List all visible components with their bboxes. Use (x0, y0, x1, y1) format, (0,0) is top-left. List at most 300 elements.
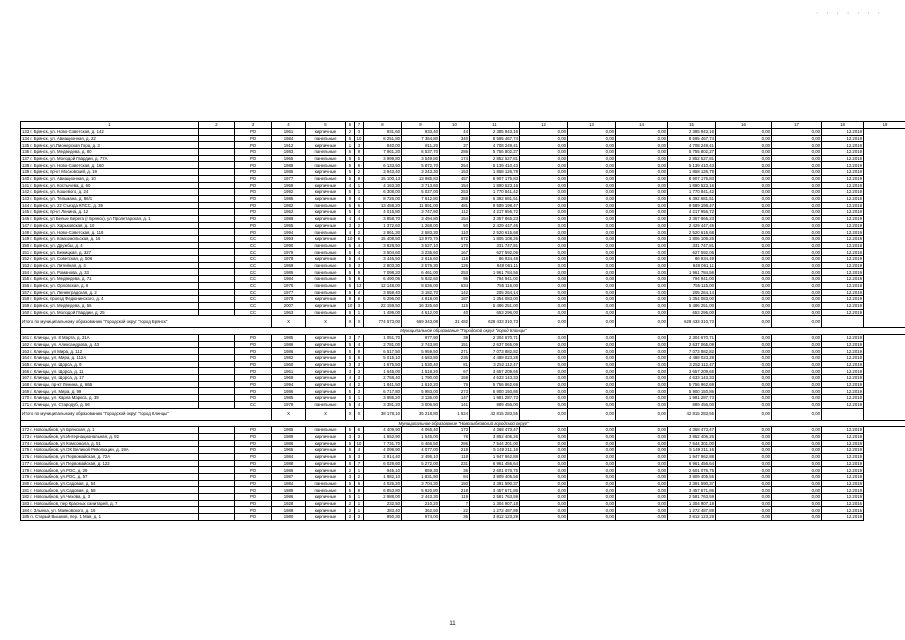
type-cell: РО (235, 368, 272, 375)
type-cell: РО (235, 182, 272, 189)
type-cell: РО (235, 388, 272, 395)
value-cell: 1 518,20 (402, 368, 440, 375)
empty-cell (199, 202, 235, 209)
value-cell: 0,00 (716, 447, 772, 454)
value-cell: 3 391 590,37 (668, 480, 716, 487)
value-cell: 0,00 (716, 388, 772, 395)
value-cell: 8 907 175,83 (668, 175, 716, 182)
floors-cell: 4 (346, 182, 355, 189)
entrances-cell: 7 (355, 460, 364, 467)
table-row (21, 401, 905, 408)
value-cell: 5 015,10 (364, 355, 402, 362)
value-cell: 794 941,00 (668, 276, 716, 283)
value-cell: 1 981 287,73 (668, 395, 716, 402)
value-cell: 0,00 (520, 507, 568, 514)
value-cell: 7 (440, 500, 470, 507)
value-cell: 0,00 (616, 289, 668, 296)
empty-cell (199, 195, 235, 202)
value-cell: 3 135,00 (402, 395, 440, 402)
value-cell: 362,50 (402, 507, 440, 514)
empty-cell (199, 135, 235, 142)
type-cell: СС (235, 256, 272, 263)
value-cell: 1 890 523,16 (668, 182, 716, 189)
value-cell: 12.2019 (822, 427, 864, 434)
value-cell: 3 381,20 (364, 401, 402, 408)
value-cell: 0,00 (568, 296, 616, 303)
floors-cell: 5 (346, 242, 355, 249)
value-cell: 1 268,00 (402, 222, 440, 229)
value-cell: 0,00 (520, 269, 568, 276)
table-row (21, 368, 905, 375)
table-row (21, 460, 905, 467)
value-cell: 22 159,50 (364, 302, 402, 309)
value-cell: 0,00 (616, 296, 668, 303)
table-row (21, 375, 905, 382)
value-cell: 2 988,00 (364, 494, 402, 501)
floors-cell: 5 (346, 480, 355, 487)
total-value: 0,00 (716, 408, 772, 420)
value-cell: 1 354 083,00 (470, 296, 520, 303)
type-cell: СС (235, 236, 272, 243)
value-cell: 0,00 (568, 355, 616, 362)
value-cell: 0,00 (716, 256, 772, 263)
value-cell: 12.2019 (822, 289, 864, 296)
value-cell: 159 (440, 375, 470, 382)
value-cell: 112 (440, 209, 470, 216)
floors-cell: 4 (346, 215, 355, 222)
floors-cell: 5 (346, 453, 355, 460)
value-cell: 5 820,80 (402, 487, 440, 494)
entrances-cell: 1 (355, 467, 364, 474)
table-row (21, 195, 905, 202)
value-cell: 7 073 882,82 (470, 348, 520, 355)
value-cell: 0,00 (772, 222, 822, 229)
type-cell: РО (235, 381, 272, 388)
material-cell: панельные (306, 276, 346, 283)
value-cell: 0,00 (772, 453, 822, 460)
value-cell: 2 852 527,81 (470, 155, 520, 162)
value-cell: 6 490,06 (364, 276, 402, 283)
value-cell: 40 (440, 309, 470, 316)
value-cell: 3 985,20 (364, 395, 402, 402)
value-cell: 187 (440, 296, 470, 303)
value-cell: 4 583,80 (402, 355, 440, 362)
value-cell: 126 (440, 262, 470, 269)
value-cell: 0,00 (716, 229, 772, 236)
table-body (21, 122, 905, 521)
value-cell: 0,00 (716, 334, 772, 341)
value-cell: 457 (440, 175, 470, 182)
value-cell: 173 (440, 427, 470, 434)
value-cell: 3 943,40 (364, 169, 402, 176)
value-cell: 0,00 (568, 269, 616, 276)
value-cell: 0,00 (716, 433, 772, 440)
value-cell: 36 (440, 467, 470, 474)
value-cell: 0,00 (520, 236, 568, 243)
empty-cell (199, 500, 235, 507)
total-value: 31 482 (440, 316, 470, 328)
empty-cell (199, 262, 235, 269)
value-cell: 0,00 (772, 276, 822, 283)
value-cell: 12.2019 (822, 395, 864, 402)
value-cell: 0,00 (716, 262, 772, 269)
floors-cell: 5 (346, 289, 355, 296)
type-cell: РО (235, 375, 272, 382)
value-cell: 0,00 (616, 269, 668, 276)
value-cell: 931,60 (364, 129, 402, 136)
type-cell: РО (235, 500, 272, 507)
value-cell: 0,00 (520, 289, 568, 296)
value-cell: 0,00 (568, 514, 616, 521)
value-cell: 2 429 447,45 (470, 222, 520, 229)
value-cell: 0,00 (520, 296, 568, 303)
value-cell: 2 601 076,75 (668, 467, 716, 474)
type-cell: РО (235, 129, 272, 136)
value-cell: 0,00 (568, 433, 616, 440)
table-row (21, 215, 905, 222)
value-cell: 0,00 (616, 149, 668, 156)
value-cell: 0,00 (616, 395, 668, 402)
address-cell: 162 г. Клинцы, ул. Александрова, д. 43 (21, 341, 199, 348)
value-cell: 2 304 670,71 (470, 334, 520, 341)
column-number: 18 (822, 122, 864, 129)
value-cell: 3 549,80 (402, 155, 440, 162)
column-number: 10 (440, 122, 470, 129)
value-cell: 2 852 527,81 (668, 155, 716, 162)
value-cell: 1 304 907,18 (668, 500, 716, 507)
address-cell: 160 г. Брянск, ул. Молодой Гвардии, д. 25 (21, 309, 199, 316)
value-cell: 0,00 (520, 355, 568, 362)
value-cell: 7 073 882,82 (668, 348, 716, 355)
value-cell: 271 (440, 348, 470, 355)
value-cell: 0,00 (568, 480, 616, 487)
value-cell: 3 182,70 (402, 289, 440, 296)
document-body (20, 121, 886, 521)
value-cell: 3 812 123,29 (668, 514, 716, 521)
type-cell: РО (235, 149, 272, 156)
table-row (21, 381, 905, 388)
value-cell: 0,00 (772, 249, 822, 256)
year-cell: 1985 (272, 195, 306, 202)
value-cell: 0,00 (520, 487, 568, 494)
address-cell: 179 г. Новозыбков, ул.РОС, д. 57 (21, 474, 199, 481)
entrances-cell: 9 (355, 348, 364, 355)
value-cell: 0,00 (772, 514, 822, 521)
value-cell: 0,00 (716, 276, 772, 283)
floors-cell: 5 (346, 440, 355, 447)
year-cell: 1989 (272, 433, 306, 440)
value-cell: 4 488 023,28 (668, 355, 716, 362)
value-cell: 0,00 (772, 269, 822, 276)
value-cell: 974,00 (402, 514, 440, 521)
floors-cell: 5 (346, 262, 355, 269)
value-cell: 4 026,20 (364, 480, 402, 487)
empty-cell (199, 474, 235, 481)
material-cell: кирпичные (306, 236, 346, 243)
type-cell: СС (235, 309, 272, 316)
value-cell: 12.2019 (822, 474, 864, 481)
value-cell: 5 872,70 (402, 162, 440, 169)
entrances-cell: 3 (355, 514, 364, 521)
value-cell: 2 385 943,16 (470, 129, 520, 136)
year-cell: 1987 (272, 474, 306, 481)
value-cell: 13 970,70 (402, 236, 440, 243)
value-cell: 2 495,10 (402, 453, 440, 460)
value-cell: 0,00 (616, 309, 668, 316)
value-cell: 0,00 (520, 500, 568, 507)
empty-cell (199, 222, 235, 229)
value-cell: 1 530,40 (402, 361, 440, 368)
value-cell: 0,00 (772, 236, 822, 243)
total-value: 0,00 (772, 316, 822, 328)
value-cell: 653 296,00 (470, 309, 520, 316)
value-cell: 2 581 763,59 (668, 494, 716, 501)
table-row (21, 447, 905, 454)
value-cell: 13 985,83 (402, 175, 440, 182)
address-cell: 147 г. Брянск, ул. Харьковская, д. 10 (21, 222, 199, 229)
material-cell: панельные (306, 427, 346, 434)
year-cell: 1978 (272, 256, 306, 263)
value-cell: 8 251,80 (364, 135, 402, 142)
value-cell: 0,00 (568, 341, 616, 348)
value-cell: 0,00 (716, 368, 772, 375)
value-cell: 6 392 681,51 (668, 195, 716, 202)
empty-cell (199, 209, 235, 216)
value-cell: 0,00 (616, 355, 668, 362)
value-cell: 3 357 865,23 (470, 215, 520, 222)
value-cell: 0,00 (520, 262, 568, 269)
floors-cell: 4 (346, 375, 355, 382)
year-cell: 1977 (272, 175, 306, 182)
value-cell: 0,00 (520, 453, 568, 460)
material-cell: панельные (306, 229, 346, 236)
empty-cell (199, 249, 235, 256)
value-cell: 167 (440, 249, 470, 256)
table-row (21, 427, 905, 434)
floors-cell: 5 (346, 401, 355, 408)
value-cell: 7 544 301,00 (470, 440, 520, 447)
floors-cell: 5 (346, 202, 355, 209)
value-cell: 0,00 (716, 289, 772, 296)
table-row (21, 440, 905, 447)
empty-cell (199, 155, 235, 162)
material-cell: панельные (306, 289, 346, 296)
value-cell: 1 890 523,16 (470, 182, 520, 189)
empty-cell (199, 242, 235, 249)
entrances-cell: 10 (355, 135, 364, 142)
value-cell: 154 (440, 182, 470, 189)
floors-cell: 2 (346, 514, 355, 521)
type-cell: РО (235, 341, 272, 348)
value-cell: 0,00 (716, 236, 772, 243)
type-cell: СС (235, 296, 272, 303)
value-cell: 3 747,80 (402, 209, 440, 216)
empty-cell (199, 256, 235, 263)
value-cell: 86 934,49 (470, 256, 520, 263)
column-number-row (21, 122, 905, 129)
value-cell: 6 517,50 (364, 348, 402, 355)
entrances-cell: 1 (355, 309, 364, 316)
entrances-cell: 4 (355, 242, 364, 249)
type-cell: РО (235, 460, 272, 467)
type-cell: СС (235, 276, 272, 283)
address-cell: 171 г. Клинцы, ул. Стародуб, д. 56 (21, 401, 199, 408)
value-cell: 0,00 (568, 334, 616, 341)
entrances-cell: 7 (355, 334, 364, 341)
value-cell: 12.2019 (822, 401, 864, 408)
value-cell: 232,50 (364, 500, 402, 507)
value-cell: 12.2019 (822, 229, 864, 236)
value-cell: 12.2019 (822, 182, 864, 189)
value-cell: 0,00 (716, 129, 772, 136)
address-cell: 133 г. Брянск, ул. Ново-Советская, д. 142 (21, 129, 199, 136)
material-cell: кирпичные (306, 440, 346, 447)
value-cell: 153 (440, 169, 470, 176)
floors-cell: 3 (346, 474, 355, 481)
empty-cell (199, 453, 235, 460)
floors-cell: 5 (346, 175, 355, 182)
value-cell: 0,00 (772, 302, 822, 309)
empty-cell (199, 388, 235, 395)
value-cell: 0,00 (616, 474, 668, 481)
material-cell: панельные (306, 135, 346, 142)
value-cell: 8 726,00 (364, 195, 402, 202)
value-cell: 0,00 (520, 229, 568, 236)
empty-cell (199, 215, 235, 222)
value-cell: 15 100,13 (364, 175, 402, 182)
address-cell: 135 г. Брянск, ул.Пионерская Гора, д. 3 (21, 142, 199, 149)
floors-cell: 5 (346, 256, 355, 263)
value-cell: 37 (440, 142, 470, 149)
value-cell: 1 675,50 (364, 361, 402, 368)
value-cell: 6 461,00 (402, 269, 440, 276)
year-cell: 1978 (272, 296, 306, 303)
value-cell: 0,00 (716, 467, 772, 474)
material-cell: панельные (306, 282, 346, 289)
value-cell: 12.2019 (822, 175, 864, 182)
table-row (21, 142, 905, 149)
material-cell: кирпичные (306, 256, 346, 263)
empty-cell (199, 355, 235, 362)
value-cell: 0,00 (716, 282, 772, 289)
address-cell: 177 г. Новозыбков, ул Первомайская, д. 122 (21, 460, 199, 467)
value-cell: 81 (440, 361, 470, 368)
address-cell: 180 г. Новозыбков, ул.Садовая, д. 54 (21, 480, 199, 487)
table-row (21, 242, 905, 249)
entrances-cell: 3 (355, 142, 364, 149)
material-cell: панельные (306, 149, 346, 156)
value-cell: 0,00 (616, 348, 668, 355)
value-cell: 79 (440, 381, 470, 388)
empty-cell (199, 348, 235, 355)
type-cell: РО (235, 433, 272, 440)
value-cell: 0,00 (520, 276, 568, 283)
value-cell: 12.2019 (822, 209, 864, 216)
value-cell: 12.2019 (822, 433, 864, 440)
value-cell: 1 051,70 (364, 334, 402, 341)
value-cell: 0,00 (520, 440, 568, 447)
value-cell: 12.2019 (822, 276, 864, 283)
type-cell: РО (235, 494, 272, 501)
type-cell: РО (235, 155, 272, 162)
value-cell: 933,40 (402, 129, 440, 136)
year-cell: 1912 (272, 142, 306, 149)
entrances-cell: 3 (355, 433, 364, 440)
value-cell: 0,00 (616, 500, 668, 507)
type-cell: СС (235, 289, 272, 296)
value-cell: 11 891,00 (402, 202, 440, 209)
value-cell: 0,00 (568, 135, 616, 142)
address-cell: 157 г. Брянск, ул. Ленинградская, д. 2 (21, 289, 199, 296)
address-cell: 136 г. Брянск, ул. Медведева, д. 80 (21, 149, 199, 156)
table-row (21, 388, 905, 395)
value-cell: 1 831,80 (402, 474, 440, 481)
value-cell: 0,00 (520, 361, 568, 368)
value-cell: 4 633 143,33 (668, 375, 716, 382)
entrances-cell: 1 (355, 182, 364, 189)
value-cell: 3 006,80 (402, 401, 440, 408)
value-cell: 3 504,60 (364, 249, 402, 256)
value-cell: 0,00 (772, 162, 822, 169)
value-cell: 0,00 (568, 229, 616, 236)
floors-cell: 5 (346, 395, 355, 402)
value-cell: 0,00 (616, 229, 668, 236)
value-cell: 8 907 175,83 (470, 175, 520, 182)
floors-cell: 5 (346, 494, 355, 501)
value-cell: 0,00 (772, 296, 822, 303)
value-cell: 0,00 (772, 135, 822, 142)
value-cell: 205 264,14 (470, 289, 520, 296)
table-row (21, 175, 905, 182)
value-cell: 0,00 (616, 142, 668, 149)
value-cell: 3 828,50 (364, 242, 402, 249)
total-x: X (272, 408, 306, 420)
material-cell: кирпичные (306, 209, 346, 216)
year-cell: 1988 (272, 507, 306, 514)
value-cell: 2 637 065,09 (470, 341, 520, 348)
address-cell: 185 п. Старый Вышков, пер. 1 Мая, д. 1 (21, 514, 199, 521)
value-cell: 2 385 943,16 (668, 129, 716, 136)
type-cell: РО (235, 334, 272, 341)
value-cell: 12.2019 (822, 381, 864, 388)
empty-cell (199, 302, 235, 309)
year-cell: 1969 (272, 375, 306, 382)
floors-cell: 3 (346, 433, 355, 440)
column-number: 16 (716, 122, 772, 129)
value-cell: 12.2016 (822, 500, 864, 507)
value-cell: 12.2019 (822, 222, 864, 229)
value-cell: 6 853,80 (364, 487, 402, 494)
value-cell: 0,00 (520, 309, 568, 316)
empty-cell (199, 296, 235, 303)
value-cell: 8 595 467,74 (668, 135, 716, 142)
value-cell: 0,00 (520, 375, 568, 382)
value-cell: 0,00 (716, 202, 772, 209)
value-cell: 0,00 (616, 487, 668, 494)
value-cell: 0,00 (568, 388, 616, 395)
floors-cell: 5 (346, 447, 355, 454)
value-cell: 0,00 (716, 175, 772, 182)
value-cell: 0,00 (716, 401, 772, 408)
material-cell: панельные (306, 262, 346, 269)
type-cell: РО (235, 474, 272, 481)
entrances-cell: 8 (355, 487, 364, 494)
material-cell: кирпичные (306, 368, 346, 375)
table-row (21, 395, 905, 402)
value-cell: 5 139 410,43 (668, 162, 716, 169)
value-cell: 0,00 (716, 453, 772, 460)
material-cell: панельные (306, 480, 346, 487)
